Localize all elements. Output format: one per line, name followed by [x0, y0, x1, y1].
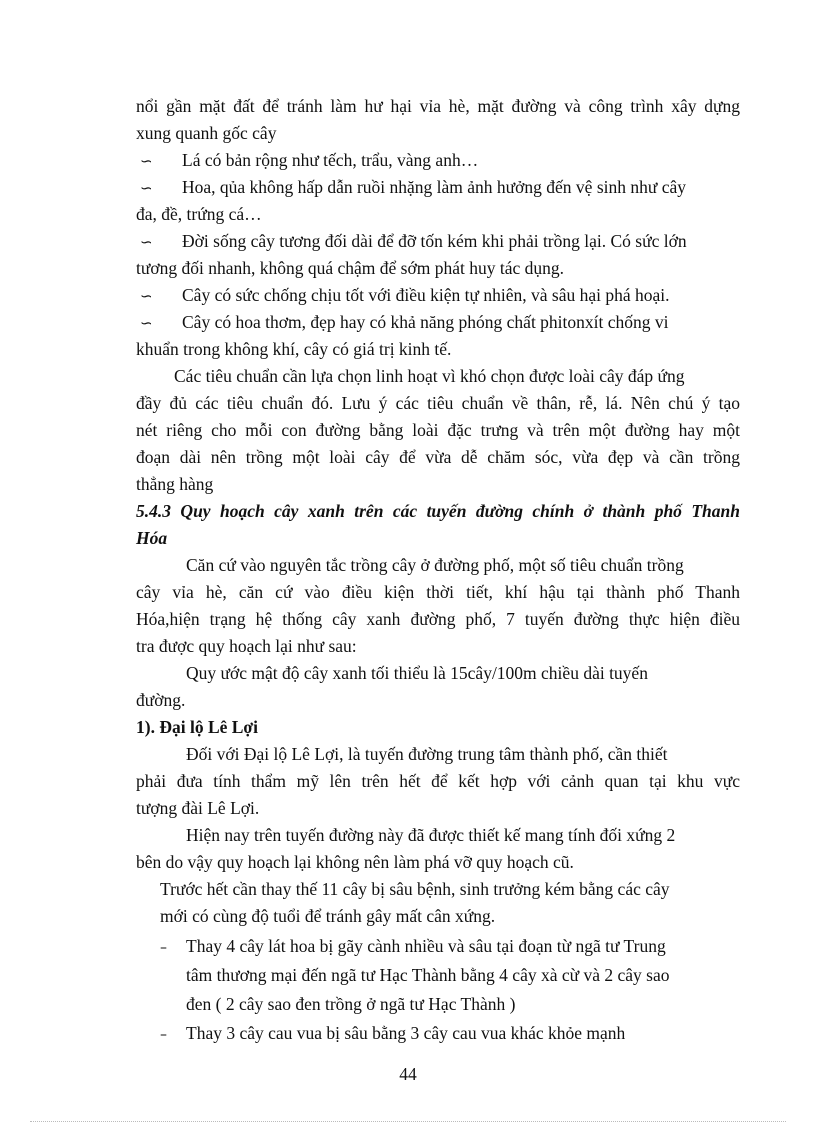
paragraph-line: phải đưa tính thẩm mỹ lên trên hết để kết hợp với cảnh quan tại khu vực	[136, 771, 740, 791]
dash-item	[160, 1022, 740, 1046]
bullet-item	[140, 176, 744, 199]
dash-icon: –	[160, 940, 167, 956]
dash-text: Thay 3 cây cau vua bị sâu bằng 3 cây cau vua khác khỏe mạnh	[186, 1023, 626, 1043]
bullet-icon: ∽	[140, 314, 153, 332]
paragraph-line: bên do vậy quy hoạch lại không nên làm phá vỡ quy hoạch cũ.	[136, 852, 574, 872]
dash-icon: –	[160, 1027, 167, 1043]
paragraph-line: Căn cứ vào nguyên tắc trồng cây ở đường phố, một số tiêu chuẩn trồng	[186, 555, 684, 575]
paragraph-line: Trước hết cần thay thế 11 cây bị sâu bệnh, sinh trưởng kém bằng các cây	[160, 879, 670, 899]
paragraph-line: Đối với Đại lộ Lê Lợi, là tuyến đường trung tâm thành phố, cần thiết	[186, 744, 668, 764]
paragraph-line: Hóa,hiện trạng hệ thống cây xanh đường phố, 7 tuyến đường thực hiện điều	[136, 609, 740, 629]
dash-item	[160, 935, 740, 959]
bullet-continuation: khuẩn trong không khí, cây có giá trị kinh tế.	[136, 339, 452, 359]
bullet-text: Lá có bản rộng như tếch, trẩu, vàng anh…	[182, 150, 479, 170]
text-line: nổi gần mặt đất để tránh làm hư hại vỉa hè, mặt đường và công trình xây dựng	[136, 96, 740, 116]
subsection-title: 1). Đại lộ Lê Lợi	[136, 717, 258, 737]
bullet-item	[140, 149, 744, 172]
bullet-icon: ∽	[140, 233, 153, 251]
dash-continuation: tâm thương mại đến ngã tư Hạc Thành bằng 4 cây xà cừ và 2 cây sao	[186, 965, 670, 985]
bullet-icon: ∽	[140, 152, 153, 170]
paragraph-line: đoạn dài nên trồng một loài cây để vừa dễ chăm sóc, vừa đẹp và cần trồng	[136, 447, 740, 467]
bullet-item	[140, 284, 744, 307]
paragraph-line: tượng đài Lê Lợi.	[136, 798, 260, 818]
section-heading: Hóa	[136, 528, 168, 548]
paragraph-line: đường.	[136, 690, 186, 710]
bullet-item	[140, 230, 744, 253]
page-number: 44	[399, 1064, 417, 1084]
bullet-text: Đời sống cây tương đối dài để đỡ tốn kém khi phải trồng lại. Có sức lớn	[182, 231, 687, 251]
bullet-text: Hoa, qủa không hấp dẫn ruồi nhặng làm ảnh hưởng đến vệ sinh như cây	[182, 177, 687, 197]
paragraph-line: thẳng hàng	[136, 474, 214, 494]
paragraph-line: đầy đủ các tiêu chuẩn đó. Lưu ý các tiêu chuẩn về thân, rễ, lá. Nên chú ý tạo	[136, 393, 740, 413]
paragraph-line: Hiện nay trên tuyến đường này đã được thiết kế mang tính đối xứng 2	[186, 825, 676, 845]
bullet-item	[140, 311, 744, 334]
section-heading: 5.4.3 Quy hoạch cây xanh trên các tuyến đường chính ở thành phố Thanh	[136, 501, 740, 521]
paragraph-line: mới có cùng độ tuổi để tránh gây mất cân xứng.	[160, 906, 496, 926]
bullet-continuation: tương đối nhanh, không quá chậm để sớm phát huy tác dụng.	[136, 258, 564, 278]
paragraph-line: Các tiêu chuẩn cần lựa chọn linh hoạt vì khó chọn được loài cây đáp ứng	[174, 366, 685, 386]
paragraph-line: nét riêng cho mỗi con đường bằng loài đặc trưng và trên một đường hay một	[136, 420, 740, 440]
bullet-icon: ∽	[140, 287, 153, 305]
text-line: xung quanh gốc cây	[136, 123, 277, 143]
bullet-continuation: đa, đề, trứng cá…	[136, 204, 262, 224]
paragraph-line: cây vỉa hè, căn cứ vào điều kiện thời tiết, khí hậu tại thành phố Thanh	[136, 582, 740, 602]
paragraph-line: Quy ước mật độ cây xanh tối thiểu là 15cây/100m chiều dài tuyến	[186, 663, 648, 683]
page-divider	[30, 1121, 786, 1122]
dash-continuation: đen ( 2 cây sao đen trồng ở ngã tư Hạc Thành )	[186, 994, 516, 1014]
bullet-icon: ∽	[140, 179, 153, 197]
bullet-text: Cây có hoa thơm, đẹp hay có khả năng phóng chất phitonxít chống vi	[182, 312, 669, 332]
bullet-text: Cây có sức chống chịu tốt với điều kiện tự nhiên, và sâu hại phá hoại.	[182, 285, 670, 305]
dash-text: Thay 4 cây lát hoa bị gãy cành nhiều và sâu tại đoạn từ ngã tư Trung	[186, 936, 666, 956]
paragraph-line: tra được quy hoạch lại như sau:	[136, 636, 357, 656]
